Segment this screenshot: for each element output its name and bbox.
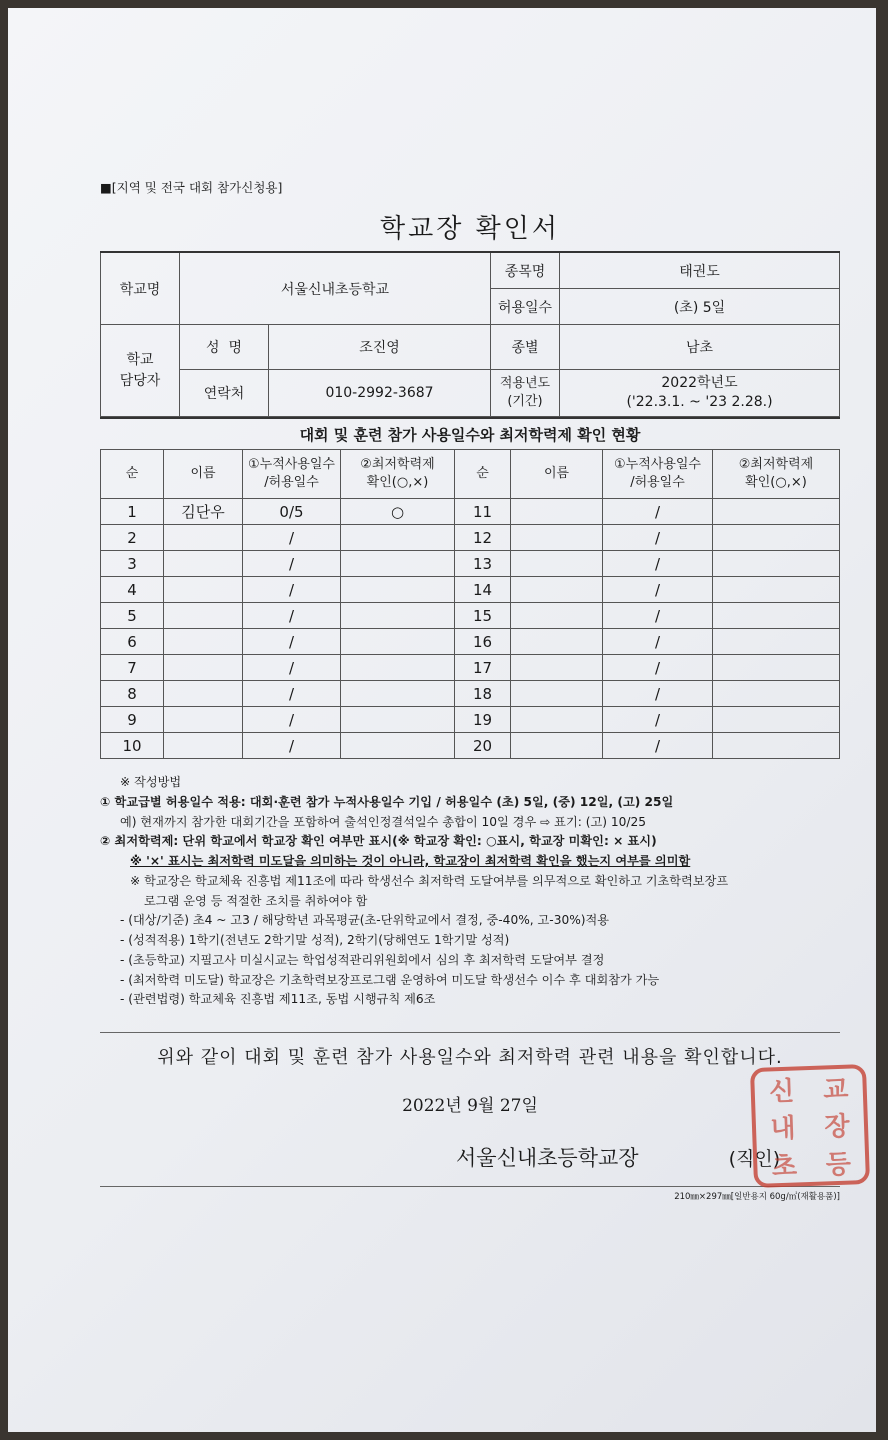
cell-no2: 15 xyxy=(455,603,511,629)
seal-char: 신 xyxy=(768,1076,795,1108)
official-seal-stamp xyxy=(750,1064,870,1188)
confirmation-statement: 위와 같이 대회 및 훈련 참가 사용일수와 최저학력 관련 내용을 확인합니다. xyxy=(100,1032,840,1069)
cell-name2 xyxy=(511,629,603,655)
seal-char: 등 xyxy=(825,1149,852,1181)
detail-grades: - (성적적용) 1학기(전년도 2학기말 성적), 2학기(당해연도 1학기말 성적) xyxy=(120,933,510,948)
cell-check xyxy=(341,681,455,707)
note-2-law-cont: 로그램 운영 등 적절한 조치를 취하여야 함 xyxy=(144,893,368,908)
cell-days: / xyxy=(243,603,341,629)
cell-name: 김단우 xyxy=(164,499,243,525)
issue-date: 2022년 9월 27일 xyxy=(402,1096,538,1117)
cell-name2 xyxy=(511,499,603,525)
table-row xyxy=(101,629,840,655)
cell-no2: 16 xyxy=(455,629,511,655)
allowed-days-label: 허용일수 xyxy=(491,289,560,325)
cell-name xyxy=(164,655,243,681)
cell-name xyxy=(164,707,243,733)
cell-check xyxy=(341,551,455,577)
school-info-table xyxy=(100,251,840,417)
cell-no2: 17 xyxy=(455,655,511,681)
col-header-check: ②최저학력제 확인(○,×) xyxy=(341,450,455,499)
cell-check2 xyxy=(713,655,840,681)
sport-value: 태권도 xyxy=(560,252,840,289)
cell-no: 9 xyxy=(101,707,164,733)
cell-days2: / xyxy=(603,629,713,655)
year-period: ('22.3.1. ~ '23 2.28.) xyxy=(626,394,773,410)
name-label: 성 명 xyxy=(180,325,269,370)
note-2: ② 최저학력제: 단위 학교에서 학교장 확인 여부만 표시(※ 학교장 확인: ○표시, 학교장 미확인: × 표시) xyxy=(100,834,657,849)
allowed-days-value: (초) 5일 xyxy=(560,289,840,325)
col-header-check: ②최저학력제 확인(○,×) xyxy=(713,450,840,499)
category-value: 남초 xyxy=(560,325,840,370)
cell-check xyxy=(341,733,455,759)
cell-days2: / xyxy=(603,577,713,603)
seal-char: 교 xyxy=(822,1074,849,1106)
cell-no2: 19 xyxy=(455,707,511,733)
participation-table xyxy=(100,449,840,759)
table-row xyxy=(101,655,840,681)
cell-days2: / xyxy=(603,551,713,577)
cell-days2: / xyxy=(603,603,713,629)
year-label: 적용년도 (기간) xyxy=(491,370,560,417)
principal-name: 서울신내초등학교장 xyxy=(456,1146,639,1171)
table-row xyxy=(101,525,840,551)
note-2-law: ※ 학교장은 학교체육 진흥법 제11조에 따라 학생선수 최저학력 도달여부를 의무적으로 확인하고 기초학력보장프 xyxy=(130,873,729,888)
sport-label: 종목명 xyxy=(491,252,560,289)
cell-name2 xyxy=(511,681,603,707)
cell-no2: 18 xyxy=(455,681,511,707)
cell-no: 10 xyxy=(101,733,164,759)
cell-no: 1 xyxy=(101,499,164,525)
cell-days: / xyxy=(243,577,341,603)
cell-days2: / xyxy=(603,525,713,551)
manager-label: 학교 담당자 xyxy=(101,325,180,417)
year-cell xyxy=(560,370,840,417)
seal-char: 내 xyxy=(770,1113,797,1145)
cell-days: / xyxy=(243,629,341,655)
cell-no: 8 xyxy=(101,681,164,707)
cell-no: 6 xyxy=(101,629,164,655)
cell-check xyxy=(341,525,455,551)
cell-check xyxy=(341,577,455,603)
cell-no: 5 xyxy=(101,603,164,629)
cell-name xyxy=(164,681,243,707)
paper-spec-footer: 210㎜×297㎜[일반용지 60g/㎡(재활용품)] xyxy=(100,1186,840,1202)
cell-check2 xyxy=(713,629,840,655)
cell-check2 xyxy=(713,707,840,733)
cell-days2: / xyxy=(603,733,713,759)
cell-days: 0/5 xyxy=(243,499,341,525)
document-page xyxy=(8,8,876,1432)
notes-heading: ※ 작성방법 xyxy=(120,775,182,789)
detail-not-reached: - (최저학력 미도달) 학교장은 기초학력보장프로그램 운영하여 미도달 학생선수 이수 후 대회참가 가능 xyxy=(120,972,660,987)
col-header-no: 순 xyxy=(101,450,164,499)
cell-days: / xyxy=(243,733,341,759)
cell-name2 xyxy=(511,733,603,759)
document-title: 학교장 확인서 xyxy=(380,214,560,244)
cell-name xyxy=(164,551,243,577)
section-title: 대회 및 훈련 참가 사용일수와 최저학력제 확인 현황 xyxy=(100,417,840,449)
note-1-example: 예) 현재까지 참가한 대회기간을 포함하여 출석인정결석일수 총합이 10일 경우 ⇨ 표기: (고) 10/25 xyxy=(120,814,646,829)
seal-label: (직인) xyxy=(728,1148,781,1171)
cell-no: 2 xyxy=(101,525,164,551)
cell-no2: 20 xyxy=(455,733,511,759)
note-2-remark: ※ '×' 표시는 최저학력 미도달을 의미하는 것이 아니라, 학교장이 최저학력 확인을 했는지 여부를 의미함 xyxy=(130,854,691,869)
contact-label: 연락처 xyxy=(180,370,269,417)
cell-check2 xyxy=(713,577,840,603)
table-row xyxy=(101,733,840,759)
cell-name2 xyxy=(511,551,603,577)
cell-no: 7 xyxy=(101,655,164,681)
cell-check2 xyxy=(713,733,840,759)
table-header-row xyxy=(101,450,840,499)
cell-no: 3 xyxy=(101,551,164,577)
cell-name xyxy=(164,629,243,655)
cell-days: / xyxy=(243,551,341,577)
cell-days2: / xyxy=(603,655,713,681)
cell-days2: / xyxy=(603,681,713,707)
seal-char: 초 xyxy=(771,1151,798,1183)
detail-elementary: - (초등학교) 지필고사 미실시교는 학업성적관리위원회에서 심의 후 최저학력 도달여부 결정 xyxy=(120,952,605,967)
cell-check2 xyxy=(713,603,840,629)
cell-name2 xyxy=(511,525,603,551)
cell-name2 xyxy=(511,707,603,733)
cell-days: / xyxy=(243,655,341,681)
col-header-no: 순 xyxy=(455,450,511,499)
cell-no2: 13 xyxy=(455,551,511,577)
category-label: 종별 xyxy=(491,325,560,370)
cell-no2: 12 xyxy=(455,525,511,551)
year-value: 2022학년도 xyxy=(661,375,738,392)
cell-check2 xyxy=(713,525,840,551)
cell-name2 xyxy=(511,577,603,603)
cell-name xyxy=(164,577,243,603)
cell-check2 xyxy=(713,499,840,525)
school-label: 학교명 xyxy=(101,252,180,325)
cell-no: 4 xyxy=(101,577,164,603)
detail-law: - (관련법령) 학교체육 진흥법 제11조, 동법 시행규칙 제6조 xyxy=(120,992,436,1007)
col-header-name: 이름 xyxy=(511,450,603,499)
principal-signature-line xyxy=(100,1142,840,1172)
cell-check: ○ xyxy=(341,499,455,525)
contact-value: 010-2992-3687 xyxy=(269,370,491,417)
cell-days2: / xyxy=(603,707,713,733)
table-row xyxy=(101,603,840,629)
cell-name xyxy=(164,525,243,551)
form-type-label: ■[지역 및 전국 대회 참가신청용] xyxy=(100,180,283,195)
col-header-days: ①누적사용일수 /허용일수 xyxy=(243,450,341,499)
cell-days: / xyxy=(243,707,341,733)
note-1: ① 학교급별 허용일수 적용: 대회·훈련 참가 누적사용일수 기입 / 허용일수 (초) 5일, (중) 12일, (고) 25일 xyxy=(100,794,674,809)
cell-days: / xyxy=(243,525,341,551)
detail-target: - (대상/기준) 초4 ~ 고3 / 해당학년 과목평균(초-단위학교에서 결정, 중-40%, 고-30%)적용 xyxy=(120,913,610,928)
table-row xyxy=(101,681,840,707)
cell-name2 xyxy=(511,655,603,681)
cell-name2 xyxy=(511,603,603,629)
col-header-name: 이름 xyxy=(164,450,243,499)
seal-char: 장 xyxy=(823,1112,851,1143)
cell-no2: 14 xyxy=(455,577,511,603)
cell-check xyxy=(341,603,455,629)
cell-check xyxy=(341,655,455,681)
cell-no2: 11 xyxy=(455,499,511,525)
name-value: 조진영 xyxy=(269,325,491,370)
instructions xyxy=(100,773,840,1010)
school-value: 서울신내초등학교 xyxy=(180,252,491,325)
cell-check xyxy=(341,707,455,733)
confirmation-form xyxy=(100,178,840,1202)
cell-name xyxy=(164,603,243,629)
col-header-days: ①누적사용일수 /허용일수 xyxy=(603,450,713,499)
cell-check2 xyxy=(713,551,840,577)
cell-name xyxy=(164,733,243,759)
table-row xyxy=(101,551,840,577)
table-row xyxy=(101,707,840,733)
cell-check2 xyxy=(713,681,840,707)
cell-days: / xyxy=(243,681,341,707)
cell-check xyxy=(341,629,455,655)
table-row xyxy=(101,577,840,603)
table-row xyxy=(101,499,840,525)
cell-days2: / xyxy=(603,499,713,525)
